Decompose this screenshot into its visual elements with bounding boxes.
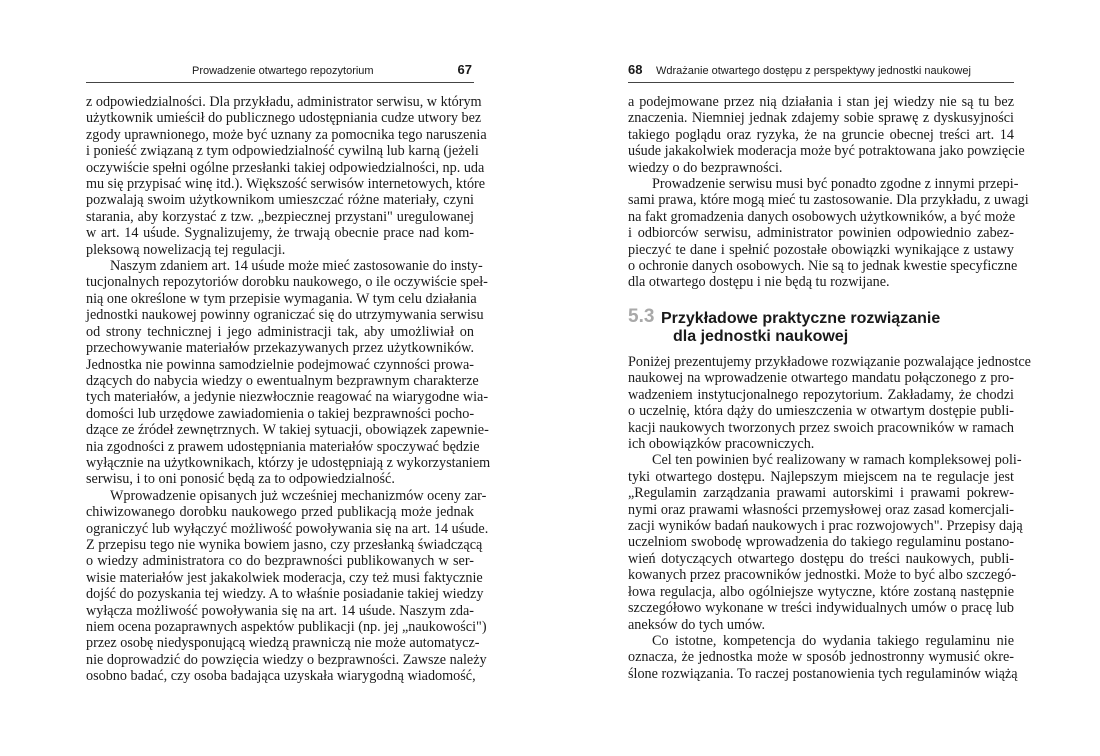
paragraph <box>628 632 1018 682</box>
section-number: 5.3 <box>628 306 655 327</box>
section-title <box>661 310 1001 346</box>
text-line: nią one określone w tym przepisie wymagania. W tym celu działania <box>86 290 477 307</box>
text-line: uśude jakakolwiek moderacja może być potraktowana jako powzięcie <box>628 143 1025 160</box>
text-line: Wprowadzenie opisanych już wcześniej mechanizmów oceny zar- <box>110 487 487 504</box>
text-line: Z przepisu tego nie wynika bowiem jasno, czy przesłanką świadczącą <box>86 536 483 553</box>
text-line: dzące ze źródeł zewnętrznych. W takiej sytuacji, obowiązek zapewnie- <box>86 422 489 439</box>
paragraph <box>628 452 1023 633</box>
paragraph <box>628 176 1029 291</box>
text-line: pozwalają swoim użytkownikom umieszczać różne materiały, czyni <box>86 192 474 209</box>
text-line: zacji wyników badań naukowych i prac rozwojowych". Przepisy dają <box>628 518 1023 535</box>
text-line: użytkownik umieścił do publicznego udostępniania cudze utwory bez <box>86 110 482 127</box>
text-line: dojść do pozyskania tej wiedzy. A to właśnie posiadanie takiej wiedzy <box>86 586 484 603</box>
text-line: dzących do nabycia wiedzy o ewentualnym bezprawnym charakterze <box>86 372 479 389</box>
text-line: Jednostka nie powinna samodzielnie podejmować czynności prowa- <box>86 356 474 373</box>
left-page-number: 67 <box>457 62 472 77</box>
paragraph <box>628 94 1025 176</box>
text-line: kacji naukowych tworzonych przez swoich pracowników w ramach <box>628 419 1014 436</box>
text-line: przechowywanie materiałów przekazywanych przez użytkowników. <box>86 340 474 357</box>
text-line: wyłącza możliwość powoływania się na art. 14 uśude. Naszym zda- <box>86 602 474 619</box>
text-line: ich obowiązków pracowniczych. <box>628 436 815 453</box>
text-line: wadzeniem instytucjonalnego repozytorium. Zakładamy, że chodzi <box>628 386 1014 403</box>
right-running-title: Wdrażanie otwartego dostępu z perspektywy jednostki naukowej <box>656 65 971 77</box>
text-line: nie doprowadzić do powzięcia wiedzy o bezprawności. Zawsze należy <box>86 651 487 668</box>
text-line: oznacza, że jednostka może w sposób jednostronny wymusić okre- <box>628 649 1014 666</box>
text-line: w art. 14 uśude. Sygnalizujemy, że trwają obecnie prace nad kom- <box>86 225 474 242</box>
text-line: o uczelnię, która dąży do umieszczenia w otwartym dostępie publi- <box>628 403 1014 420</box>
text-line: ograniczyć lub wyłączyć możliwość powoływania się na art. 14 uśude. <box>86 520 489 537</box>
right-header-rule <box>628 82 1014 83</box>
text-line: domości lub urzędowe zawiadomienia o takiej bezprawności pocho- <box>86 405 475 422</box>
text-line: naukowej na wprowadzenie otwartego mandatu połączonego z pro- <box>628 370 1014 387</box>
left-header-rule <box>86 82 474 83</box>
text-line: szczegółowo wykonane w treści indywidualnych umów o pracę lub <box>628 600 1014 617</box>
text-line: dla otwartego dostępu i nie będą tu rozwijane. <box>628 274 890 291</box>
text-line: zgody uprawnionego, może być uznany za pomocnika tego naruszenia <box>86 126 487 143</box>
paragraph <box>86 94 487 258</box>
text-line: jednostki naukowej powinny ograniczać się do utrzymywania serwisu <box>86 307 484 324</box>
left-running-title: Prowadzenie otwartego repozytorium <box>192 65 374 77</box>
right-body-text-before <box>628 94 1029 291</box>
text-line: wyłącznie na użytkownikach, którzy je udostępniają z wykorzystaniem <box>86 454 491 471</box>
text-line: wiedzy o do bezprawności. <box>628 159 783 176</box>
left-page-header <box>86 60 474 80</box>
text-line: łowa regulacja, albo ogólniejsze wytyczne, które zostaną następnie <box>628 583 1014 600</box>
text-line: starania, aby korzystać z tzw. „bezpiecznej przystani" uregulowanej <box>86 208 474 225</box>
text-line: Poniżej prezentujemy przykładowe rozwiązanie pozwalające jednostce <box>628 354 1031 370</box>
text-line: wisie materiałów jest jakakolwiek moderacja, czy też musi faktycznie <box>86 569 483 586</box>
text-line: nymi oraz prawami własności przemysłowej oraz zasad komercjali- <box>628 501 1014 518</box>
text-line: od strony technicznej i jego administracji tak, aby umożliwiał on <box>86 323 474 340</box>
text-line: znaczenia. Niemniej jednak zdajemy sobie sprawę z dyskusyjności <box>628 110 1014 127</box>
text-line: o ochronie danych osobowych. Nie są to jednak kwestie specyficzne <box>628 258 1018 275</box>
text-line: uczelniom swobodę wprowadzenia do takiego regulaminu postano- <box>628 534 1014 551</box>
text-line: nia zgodności z prawem udostępniania materiałów spoczywać będzie <box>86 438 480 455</box>
text-line: wień dotyczących otwartego dostępu do treści naukowych, publi- <box>628 550 1014 567</box>
text-line: chiwizowanego dorobku naukowego przed publikacją może jednak <box>86 504 474 521</box>
text-line: o wiedzy administratora co do bezprawności publikowanych w ser- <box>86 553 474 570</box>
text-line: pieczyć te dane i spełnić pozostałe obowiązki wynikające z ustawy <box>628 241 1014 258</box>
paragraph <box>86 487 489 685</box>
paragraph <box>86 258 491 488</box>
right-body-text-after <box>628 354 1031 682</box>
text-line: mu się przypisać winę itd.). Większość serwisów internetowych, które <box>86 176 486 193</box>
text-line: aneksów do tych umów. <box>628 616 765 633</box>
text-line: tucjonalnych repozytoriów dorobku naukowego, o ile oczywiście speł- <box>86 274 488 291</box>
left-page <box>86 0 491 756</box>
right-page-header <box>628 60 1014 80</box>
text-line: na fakt gromadzenia danych osobowych użytkowników, a być może <box>628 208 1016 225</box>
text-line: oczywiście spełni ogólne przesłanki takiej odpowiedzialności, np. uda <box>86 159 485 176</box>
right-page-number: 68 <box>628 62 643 77</box>
text-line: kowanych przez pracowników jednostki. Może to być albo szczegó- <box>628 567 1017 584</box>
text-line: ślone rozwiązania. To raczej postanowienia tych regulaminów wiążą <box>628 665 1018 682</box>
text-line: Naszym zdaniem art. 14 uśude może mieć zastosowanie do insty- <box>110 258 483 275</box>
text-line: i ponieść związaną z tym odpowiedzialność cywilną lub karną (jeżeli <box>86 143 479 160</box>
text-line: a podejmowane przez nią działania i stan jej wiedzy nie są tu bez <box>628 94 1014 110</box>
text-line: tych materiałów, a jedynie niezwłocznie reagować na wiarygodne wia- <box>86 389 489 406</box>
text-line: i odbiorców serwisu, administrator powinien odpowiednio zabez- <box>628 225 1014 242</box>
text-line: niem ocena pozaprawnych aspektów publikacji (np. jej „naukowości") <box>86 619 487 635</box>
section-title-line-2: dla jednostki naukowej <box>673 328 849 345</box>
right-page <box>628 0 1031 756</box>
text-line: osobno badać, czy osoba badająca uzyskała wiarygodną wiadomość, <box>86 668 476 685</box>
text-line: pleksową nowelizacją tej regulacji. <box>86 241 286 258</box>
text-line: Cel ten powinien być realizowany w ramach kompleksowej poli- <box>652 452 1022 469</box>
text-line: tyki otwartego dostępu. Najlepszym miejscem na te regulacje jest <box>628 468 1014 485</box>
text-line: Co istotne, kompetencja do wydania takiego regulaminu nie <box>652 632 1014 649</box>
paragraph <box>628 354 1031 453</box>
text-line: takiego poglądu oraz ryzyka, że na gruncie obecnej treści art. 14 <box>628 126 1014 143</box>
text-line: z odpowiedzialności. Dla przykładu, administrator serwisu, w którym <box>86 94 482 110</box>
section-title-line-1: Przykładowe praktyczne rozwiązanie <box>661 310 941 327</box>
text-line: przez osobę niedysponującą wiedzą prawniczą nie może automatycz- <box>86 635 480 652</box>
text-line: Prowadzenie serwisu musi być ponadto zgodne z innymi przepi- <box>652 176 1019 193</box>
text-line: „Regulamin zarządzania prawami autorskimi i prawami pokrew- <box>628 485 1014 502</box>
left-body-text <box>86 94 491 685</box>
text-line: serwisu, i to oni ponosić będą za to odpowiedzialność. <box>86 471 395 488</box>
text-line: sami prawa, które mogą mieć tu zastosowanie. Dla przykładu, z uwagi <box>628 192 1029 209</box>
